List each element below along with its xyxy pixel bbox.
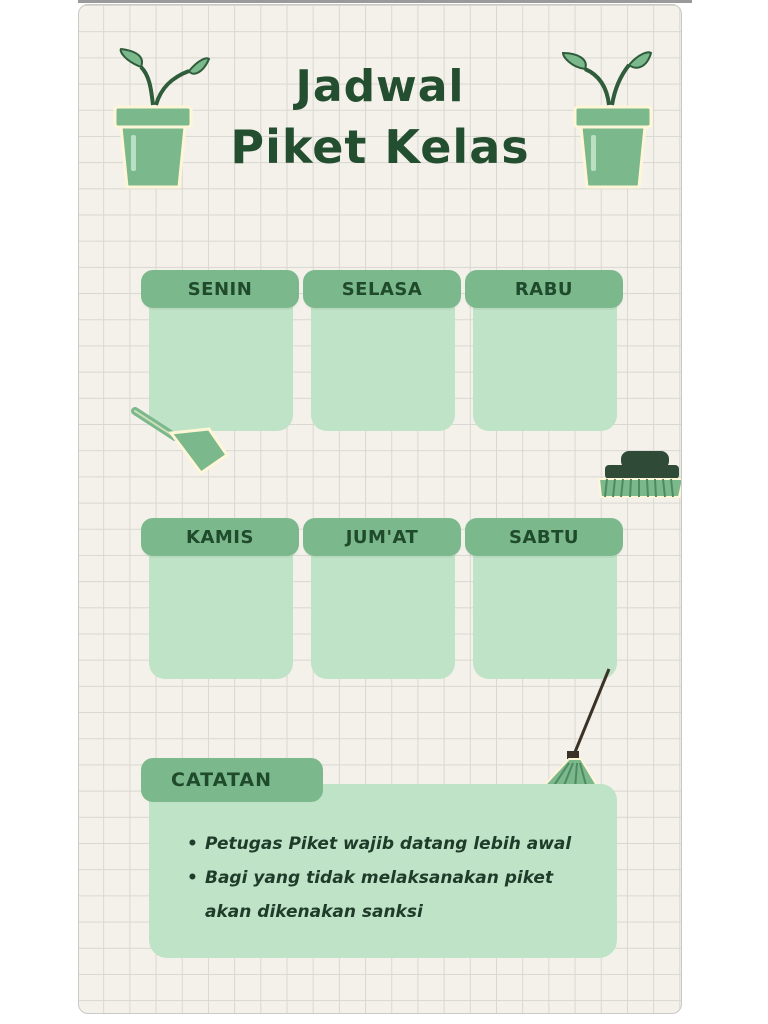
day-box-sabtu	[473, 553, 617, 679]
day-header-kamis: KAMIS	[141, 518, 299, 556]
mop-icon	[533, 665, 623, 795]
title-line-1: Jadwal	[295, 61, 465, 112]
day-header-sabtu: SABTU	[465, 518, 623, 556]
day-header-senin: SENIN	[141, 270, 299, 308]
title-line-2: Piket Kelas	[230, 120, 530, 174]
day-header-jumat: JUM'AT	[303, 518, 461, 556]
schedule-poster	[78, 4, 682, 1014]
notes-list	[187, 827, 627, 929]
day-box-kamis	[149, 553, 293, 679]
note-item: • Bagi yang tidak melaksanakan piket	[187, 861, 627, 895]
dustpan-icon	[127, 403, 237, 483]
day-box-selasa	[311, 305, 455, 431]
note-item: akan dikenakan sanksi	[205, 902, 423, 922]
scrub-brush-icon	[593, 447, 682, 507]
day-box-jumat	[311, 553, 455, 679]
day-header-selasa: SELASA	[303, 270, 461, 308]
top-edge-line	[78, 0, 692, 3]
day-box-rabu	[473, 305, 617, 431]
day-header-rabu: RABU	[465, 270, 623, 308]
note-item: • Petugas Piket wajib datang lebih awal	[187, 827, 627, 861]
notes-header: CATATAN	[141, 758, 323, 802]
